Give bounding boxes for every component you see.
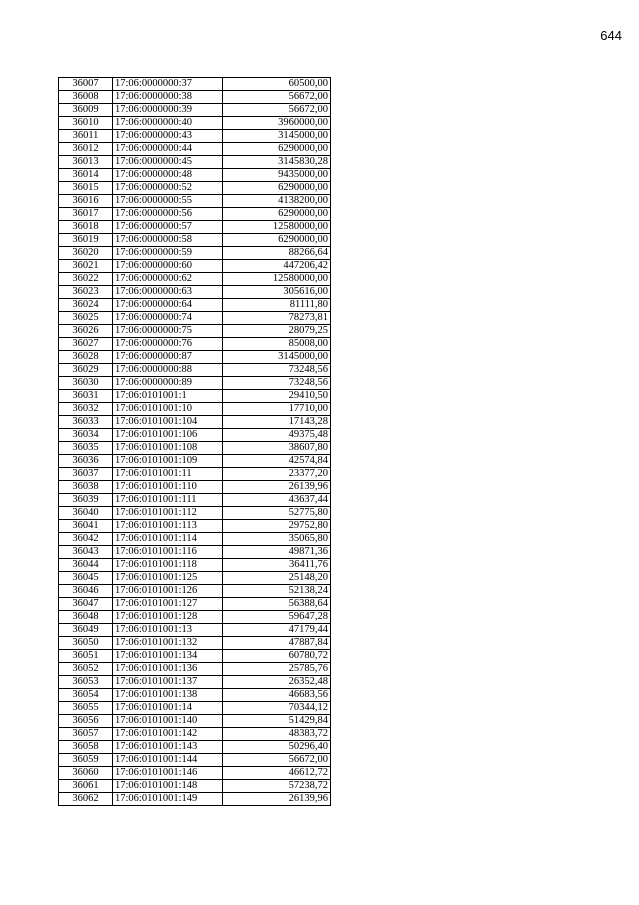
cadastral-number-cell: 17:06:0101001:144 [113,754,223,767]
cadastral-number-cell: 17:06:0000000:63 [113,286,223,299]
amount-cell: 60780,72 [223,650,331,663]
cadastral-number-cell: 17:06:0000000:38 [113,91,223,104]
amount-cell: 17710,00 [223,403,331,416]
cadastral-number-cell: 17:06:0101001:109 [113,455,223,468]
amount-cell: 28079,25 [223,325,331,338]
table-row [59,481,331,494]
cadastral-number-cell: 17:06:0101001:10 [113,403,223,416]
table-row [59,195,331,208]
row-number-cell: 36015 [59,182,113,195]
table-row [59,767,331,780]
table-row [59,325,331,338]
row-number-cell: 36060 [59,767,113,780]
cadastral-number-cell: 17:06:0000000:52 [113,182,223,195]
amount-cell: 73248,56 [223,377,331,390]
row-number-cell: 36054 [59,689,113,702]
row-number-cell: 36010 [59,117,113,130]
table-row [59,234,331,247]
cadastral-number-cell: 17:06:0101001:143 [113,741,223,754]
cadastral-number-cell: 17:06:0101001:106 [113,429,223,442]
page-number: 644 [600,28,622,43]
cadastral-number-cell: 17:06:0000000:37 [113,78,223,91]
row-number-cell: 36043 [59,546,113,559]
cadastral-number-cell: 17:06:0101001:110 [113,481,223,494]
row-number-cell: 36049 [59,624,113,637]
row-number-cell: 36016 [59,195,113,208]
row-number-cell: 36053 [59,676,113,689]
row-number-cell: 36021 [59,260,113,273]
table-row [59,364,331,377]
cadastral-number-cell: 17:06:0000000:74 [113,312,223,325]
row-number-cell: 36034 [59,429,113,442]
cadastral-number-cell: 17:06:0000000:56 [113,208,223,221]
cadastral-number-cell: 17:06:0101001:132 [113,637,223,650]
row-number-cell: 36024 [59,299,113,312]
cadastral-number-cell: 17:06:0000000:44 [113,143,223,156]
row-number-cell: 36044 [59,559,113,572]
amount-cell: 46612,72 [223,767,331,780]
amount-cell: 38607,80 [223,442,331,455]
row-number-cell: 36032 [59,403,113,416]
table-row [59,338,331,351]
cadastral-number-cell: 17:06:0101001:137 [113,676,223,689]
cadastral-number-cell: 17:06:0000000:58 [113,234,223,247]
amount-cell: 26139,96 [223,481,331,494]
amount-cell: 4138200,00 [223,195,331,208]
table-row [59,143,331,156]
row-number-cell: 36025 [59,312,113,325]
table-row [59,390,331,403]
row-number-cell: 36062 [59,793,113,806]
amount-cell: 29410,50 [223,390,331,403]
table-row [59,793,331,806]
cadastral-number-cell: 17:06:0000000:64 [113,299,223,312]
row-number-cell: 36047 [59,598,113,611]
row-number-cell: 36026 [59,325,113,338]
row-number-cell: 36017 [59,208,113,221]
cadastral-number-cell: 17:06:0101001:11 [113,468,223,481]
row-number-cell: 36037 [59,468,113,481]
table-row [59,611,331,624]
data-table [58,77,331,806]
cadastral-number-cell: 17:06:0000000:87 [113,351,223,364]
table-row [59,689,331,702]
cadastral-number-cell: 17:06:0000000:55 [113,195,223,208]
cadastral-number-cell: 17:06:0000000:88 [113,364,223,377]
cadastral-number-cell: 17:06:0101001:1 [113,390,223,403]
row-number-cell: 36014 [59,169,113,182]
amount-cell: 42574,84 [223,455,331,468]
amount-cell: 56388,64 [223,598,331,611]
amount-cell: 51429,84 [223,715,331,728]
row-number-cell: 36027 [59,338,113,351]
table-row [59,676,331,689]
amount-cell: 6290000,00 [223,208,331,221]
cadastral-number-cell: 17:06:0101001:104 [113,416,223,429]
cadastral-number-cell: 17:06:0000000:39 [113,104,223,117]
table-row [59,260,331,273]
amount-cell: 23377,20 [223,468,331,481]
amount-cell: 48383,72 [223,728,331,741]
table-row [59,624,331,637]
row-number-cell: 36052 [59,663,113,676]
cadastral-number-cell: 17:06:0101001:140 [113,715,223,728]
amount-cell: 56672,00 [223,91,331,104]
cadastral-number-cell: 17:06:0000000:43 [113,130,223,143]
row-number-cell: 36029 [59,364,113,377]
cadastral-number-cell: 17:06:0000000:57 [113,221,223,234]
amount-cell: 60500,00 [223,78,331,91]
table-row [59,247,331,260]
amount-cell: 73248,56 [223,364,331,377]
table-row [59,273,331,286]
table-row [59,117,331,130]
amount-cell: 25148,20 [223,572,331,585]
table-row [59,104,331,117]
amount-cell: 3145000,00 [223,130,331,143]
amount-cell: 36411,76 [223,559,331,572]
table-row [59,702,331,715]
table-row [59,507,331,520]
cadastral-number-cell: 17:06:0101001:126 [113,585,223,598]
table-row [59,442,331,455]
table-row [59,780,331,793]
row-number-cell: 36039 [59,494,113,507]
amount-cell: 12580000,00 [223,273,331,286]
table-row [59,494,331,507]
cadastral-number-cell: 17:06:0101001:112 [113,507,223,520]
row-number-cell: 36022 [59,273,113,286]
table-row [59,585,331,598]
amount-cell: 305616,00 [223,286,331,299]
table-row [59,741,331,754]
amount-cell: 43637,44 [223,494,331,507]
amount-cell: 6290000,00 [223,182,331,195]
amount-cell: 47887,84 [223,637,331,650]
cadastral-number-cell: 17:06:0000000:48 [113,169,223,182]
amount-cell: 56672,00 [223,104,331,117]
row-number-cell: 36061 [59,780,113,793]
table-row [59,169,331,182]
table-row [59,520,331,533]
amount-cell: 85008,00 [223,338,331,351]
row-number-cell: 36036 [59,455,113,468]
row-number-cell: 36009 [59,104,113,117]
row-number-cell: 36007 [59,78,113,91]
row-number-cell: 36045 [59,572,113,585]
cadastral-number-cell: 17:06:0101001:142 [113,728,223,741]
amount-cell: 52138,24 [223,585,331,598]
amount-cell: 49871,36 [223,546,331,559]
table-row [59,650,331,663]
amount-cell: 6290000,00 [223,234,331,247]
cadastral-number-cell: 17:06:0101001:118 [113,559,223,572]
amount-cell: 17143,28 [223,416,331,429]
cadastral-number-cell: 17:06:0101001:146 [113,767,223,780]
table-row [59,546,331,559]
row-number-cell: 36033 [59,416,113,429]
table-row [59,78,331,91]
row-number-cell: 36048 [59,611,113,624]
amount-cell: 29752,80 [223,520,331,533]
cadastral-number-cell: 17:06:0000000:76 [113,338,223,351]
table-row [59,182,331,195]
table-row [59,221,331,234]
row-number-cell: 36028 [59,351,113,364]
row-number-cell: 36042 [59,533,113,546]
amount-cell: 88266,64 [223,247,331,260]
amount-cell: 447206,42 [223,260,331,273]
table-row [59,663,331,676]
amount-cell: 56672,00 [223,754,331,767]
amount-cell: 3145000,00 [223,351,331,364]
amount-cell: 46683,56 [223,689,331,702]
table-row [59,754,331,767]
row-number-cell: 36031 [59,390,113,403]
row-number-cell: 36018 [59,221,113,234]
cadastral-number-cell: 17:06:0101001:136 [113,663,223,676]
cadastral-number-cell: 17:06:0101001:128 [113,611,223,624]
amount-cell: 6290000,00 [223,143,331,156]
row-number-cell: 36008 [59,91,113,104]
amount-cell: 25785,76 [223,663,331,676]
table-row [59,533,331,546]
row-number-cell: 36023 [59,286,113,299]
row-number-cell: 36038 [59,481,113,494]
cadastral-number-cell: 17:06:0101001:148 [113,780,223,793]
table-row [59,312,331,325]
cadastral-number-cell: 17:06:0101001:14 [113,702,223,715]
table-row [59,403,331,416]
cadastral-number-cell: 17:06:0101001:134 [113,650,223,663]
cadastral-number-cell: 17:06:0000000:62 [113,273,223,286]
table-row [59,130,331,143]
row-number-cell: 36041 [59,520,113,533]
table-row [59,299,331,312]
table-row [59,468,331,481]
table-row [59,416,331,429]
row-number-cell: 36059 [59,754,113,767]
amount-cell: 49375,48 [223,429,331,442]
amount-cell: 26139,96 [223,793,331,806]
cadastral-number-cell: 17:06:0101001:111 [113,494,223,507]
cadastral-number-cell: 17:06:0000000:45 [113,156,223,169]
table-row [59,91,331,104]
amount-cell: 59647,28 [223,611,331,624]
row-number-cell: 36030 [59,377,113,390]
row-number-cell: 36058 [59,741,113,754]
table-body [59,78,331,806]
row-number-cell: 36056 [59,715,113,728]
row-number-cell: 36055 [59,702,113,715]
table-row [59,351,331,364]
cadastral-number-cell: 17:06:0101001:113 [113,520,223,533]
row-number-cell: 36051 [59,650,113,663]
table-row [59,377,331,390]
row-number-cell: 36046 [59,585,113,598]
cadastral-number-cell: 17:06:0000000:75 [113,325,223,338]
amount-cell: 57238,72 [223,780,331,793]
amount-cell: 78273,81 [223,312,331,325]
table-row [59,208,331,221]
row-number-cell: 36019 [59,234,113,247]
table-row [59,728,331,741]
row-number-cell: 36050 [59,637,113,650]
row-number-cell: 36020 [59,247,113,260]
cadastral-number-cell: 17:06:0000000:59 [113,247,223,260]
table-row [59,429,331,442]
table-row [59,598,331,611]
cadastral-number-cell: 17:06:0101001:114 [113,533,223,546]
amount-cell: 70344,12 [223,702,331,715]
table-row [59,715,331,728]
amount-cell: 3960000,00 [223,117,331,130]
cadastral-number-cell: 17:06:0101001:127 [113,598,223,611]
amount-cell: 81111,80 [223,299,331,312]
cadastral-number-cell: 17:06:0101001:125 [113,572,223,585]
table-row [59,637,331,650]
amount-cell: 9435000,00 [223,169,331,182]
row-number-cell: 36035 [59,442,113,455]
row-number-cell: 36040 [59,507,113,520]
table-row [59,572,331,585]
cadastral-number-cell: 17:06:0101001:149 [113,793,223,806]
cadastral-number-cell: 17:06:0101001:138 [113,689,223,702]
amount-cell: 3145830,28 [223,156,331,169]
table-row [59,286,331,299]
cadastral-number-cell: 17:06:0000000:89 [113,377,223,390]
row-number-cell: 36011 [59,130,113,143]
amount-cell: 50296,40 [223,741,331,754]
amount-cell: 35065,80 [223,533,331,546]
amount-cell: 12580000,00 [223,221,331,234]
cadastral-number-cell: 17:06:0000000:40 [113,117,223,130]
amount-cell: 47179,44 [223,624,331,637]
row-number-cell: 36013 [59,156,113,169]
cadastral-number-cell: 17:06:0101001:13 [113,624,223,637]
cadastral-number-cell: 17:06:0000000:60 [113,260,223,273]
cadastral-number-cell: 17:06:0101001:116 [113,546,223,559]
row-number-cell: 36012 [59,143,113,156]
table-row [59,455,331,468]
table-row [59,156,331,169]
amount-cell: 52775,80 [223,507,331,520]
cadastral-number-cell: 17:06:0101001:108 [113,442,223,455]
table-row [59,559,331,572]
amount-cell: 26352,48 [223,676,331,689]
row-number-cell: 36057 [59,728,113,741]
